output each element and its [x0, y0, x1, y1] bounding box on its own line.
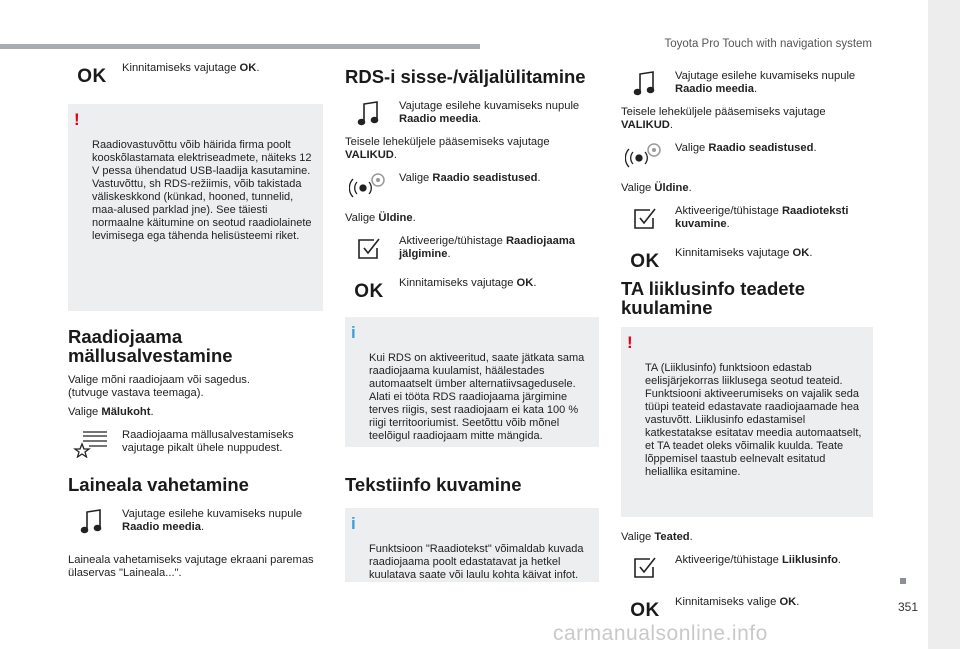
ta-step-4: OK Kinnitamiseks vajutage OK. [621, 247, 873, 273]
band-text: Laineala vahetamiseks vajutage ekraani paremas ülaservas "Laineala...". [68, 554, 314, 579]
column-2 [345, 67, 599, 598]
checkbox-icon [625, 554, 665, 582]
checkbox-icon [625, 205, 665, 233]
rds-step-1: Vajutage esilehe kuvamiseks nupule Raadio meedia. [345, 100, 599, 126]
rds-step-2: Valige Raadio seadistused. [345, 172, 599, 198]
rds-step-4: OK Kinnitamiseks vajutage OK. [345, 277, 599, 303]
ta-general-text: Valige Üldine. [621, 182, 692, 194]
warning-icon: ! [627, 333, 633, 352]
music-note-icon [349, 100, 389, 128]
band-step: Vajutage esilehe kuvamiseks nupule Raadio meedia. [68, 508, 323, 534]
memory-text: Valige mõni raadiojaam või sagedus. (tutvuge vastava teemaga). [68, 374, 251, 399]
music-note-icon [72, 508, 112, 536]
heading-ta: TA liiklusinfo teadete kuulamine [621, 278, 805, 318]
page-number: 351 [898, 600, 919, 614]
ta-step-3: Aktiveerige/tühistage Raadioteksti kuvamine. [621, 205, 873, 231]
info-box-rds: i Kui RDS on aktiveeritud, saate jätkata sama raadiojaama kuulamist, häälestades automaatselt ümber alternatiivsagedusele. Alati ei tööta RDS raadiojaama järgimine terves riigis, sest raadiojaam ei kata 100 % riigi territooriumist. Seetõttu võib mõnel teelõigul raadiojaam mitte mängida. [345, 317, 599, 447]
checkbox-icon [349, 235, 389, 263]
music-note-icon [625, 70, 665, 98]
warning-icon: ! [74, 110, 80, 129]
radio-settings-icon [349, 172, 389, 200]
ta-step-1: Vajutage esilehe kuvamiseks nupule Raadio meedia. [621, 70, 873, 96]
column-3 [621, 70, 873, 632]
ta-step-5: Aktiveerige/tühistage Liiklusinfo. [621, 554, 873, 580]
rds-options-text: Teisele leheküljele pääsemiseks vajutage VALIKUD. [345, 136, 550, 161]
page-sidebar [928, 0, 960, 649]
rds-step-3: Aktiveerige/tühistage Raadiojaama jälgimine. [345, 235, 599, 261]
header-rule [0, 44, 480, 49]
info-icon: i [351, 323, 356, 342]
heading-rds: RDS-i sisse-/väljalülitamine [345, 66, 586, 87]
warning-box-ta: ! TA (Liiklusinfo) funktsioon edastab eelisjärjekorras liiklusega seotud teateid. Funktsiooni aktiveerumiseks on vajalik seda tüüpi teateid edastavate raadiojaamade hea vastuvõtt. Liiklusinfo edastamisel katkestatakse esitatav meedia automaatselt, et TA teadet oleks võimalik kuulda. Teate lõppemisel taastub eelnevalt esitatud heliallika esitamine. [621, 327, 873, 517]
radio-settings-icon [625, 142, 665, 170]
memory-step: Raadiojaama mällusalvestamiseks vajutage pikalt ühele nuppudest. [68, 429, 323, 455]
info-icon: i [351, 514, 356, 533]
column-1 [68, 62, 323, 590]
ta-announcements-text: Valige Teated. [621, 531, 693, 543]
favorite-list-icon [72, 429, 112, 457]
ta-options-text: Teisele leheküljele pääsemiseks vajutage VALIKUD. [621, 106, 826, 131]
warning-box: ! Raadiovastuvõttu võib häirida firma poolt kooskõlastamata elektriseadmete, näiteks 12 V pessa ühendatud USB-laadija kasutamine. Vastuvõttu, sh RDS-režiimis, võib takistada väliskeskkond (künkad, hooned, tunnelid, maa-alused parklad jne). See täiesti normaalne käitumine on seotud raadiolainete levimisega ega tähenda helisüsteemi riket. [68, 104, 323, 311]
ta-step-6: OK Kinnitamiseks valige OK. [621, 596, 873, 622]
heading-text: Tekstiinfo kuvamine [345, 474, 522, 495]
rds-general-text: Valige Üldine. [345, 212, 416, 224]
memory-select: Valige Mälukoht. [68, 406, 154, 418]
heading-band: Laineala vahetamine [68, 474, 249, 495]
header-title: Toyota Pro Touch with navigation system [664, 38, 872, 50]
ok-icon: OK [630, 599, 660, 621]
info-box-text: i Funktsioon "Raadiotekst" võimaldab kuvada raadiojaama poolt edastatavat ja hetkel kuulatava saate või laulu kohta käivat infot. [345, 508, 599, 582]
ok-icon: OK [354, 280, 384, 302]
heading-memory: Raadiojaama mällusalvestamine [68, 326, 233, 366]
ok-icon: OK [77, 65, 107, 87]
ok-step: OK Kinnitamiseks vajutage OK. [68, 62, 323, 88]
page-marker [900, 578, 906, 584]
ok-icon: OK [630, 250, 660, 272]
watermark: carmanualsonline.info [553, 622, 768, 645]
ta-step-2: Valige Raadio seadistused. [621, 142, 873, 168]
